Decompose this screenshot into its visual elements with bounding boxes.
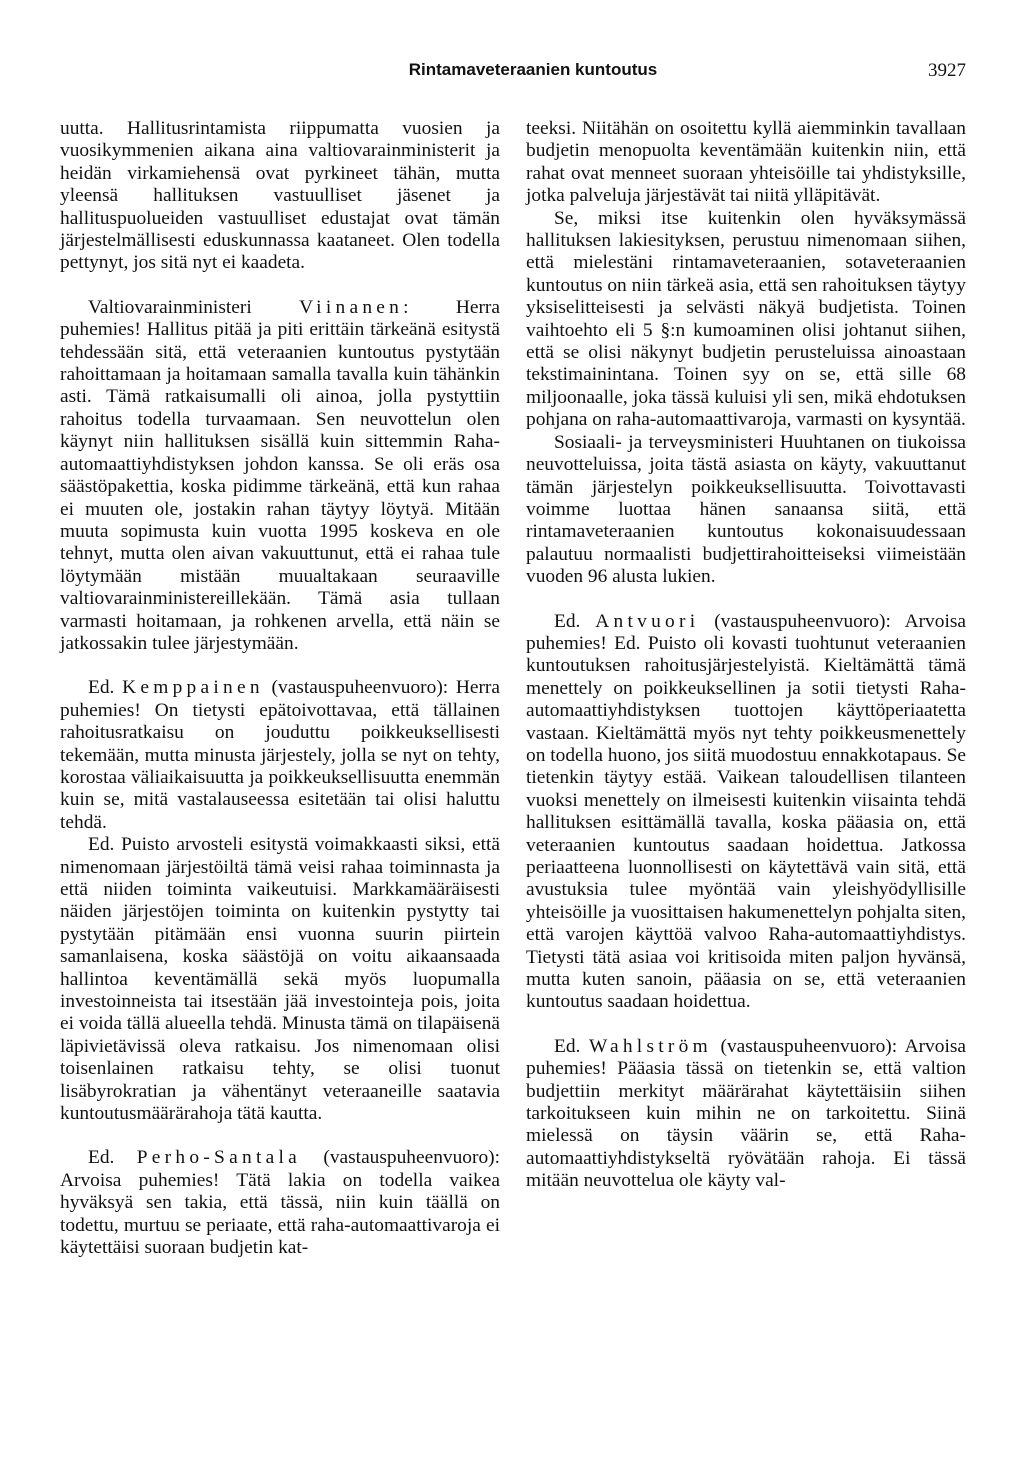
speech-text: : Herra puhemies! Hallitus pitää ja piti erittäin tärkeänä esitystä tehdessään sitä, että veteraanien kuntoutus pystytään rahoittamaan ja hoitamaan samalla tavalla kuin tähänkin asti. Tämä ratkaisumalli oli ainoa, jolla pystyttiin rahoitus todella turvaamaan. Sen neuvottelun olen käynyt niin hallituksen sisällä kuin sittemmin Raha-automaattiyhdistyksen johdon kanssa. Se oli eräs osa säästöpakettia, koska pidimme tärkeänä, että kun rahaa ei muuten ole, jostakin rahan täytyy löytyä. Mitään muuta sopimusta kuin vuotta 1995 koskeva en ole tehnyt, mutta olen aivan vakuuttunut, että ei rahaa tule löytymään mistään muualtakaan seuraaville valtiovarainministereillekään. Tämä asia tullaan varmasti hoitamaan, ja rohkenen arvella, että näin se jatkossakin tulee järjestymään. <box>60 296 500 654</box>
speech-text: (vastauspuheenvuoro): Arvoisa puhemies! Ed. Puisto oli kovasti tuohtunut veteraanien kuntoutuksen rahoitusjärjestelyistä. Kieltämättä tämä menettely on poikkeuksellinen ja sotii tietysti Raha-automaattiyhdistyksen tuottojen käyttöperiaatetta vastaan. Kieltämättä myös nyt tehty poikkeusmenettely on todella huono, jos siitä muodostuu ennakkotapaus. Se tietenkin täytyy estää. Vaikean taloudellisen tilanteen vuoksi menettely on ilmeisesti kuitenkin viisainta tehdä hallituksen esittämällä tavalla, koska pääasia on, että veteraanien kuntoutus saadaan hoidettua. Jatkossa periaatteena luonnollisesti on käytettävä vain sitä, että avustuksia tulee myöntää vain yleishyödyllisille yhteisöille ja vuosittaisen hakumenettelyn pohjalta siten, että varojen käyttöä valvoo Raha-automaattiyhdistys. Tietysti tätä asiaa voi kritisoida miten paljon hyvänsä, mutta kuten sanoin, pääasia on se, että veteraanien kuntoutus saadaan hoidettua. <box>526 610 967 1013</box>
speech-paragraph <box>60 297 500 656</box>
speech-prefix: Ed. <box>88 677 123 699</box>
speaker-name: Antvuori <box>595 610 700 632</box>
speaker-name: Perho-Santala <box>136 1147 302 1169</box>
speech-paragraph <box>526 611 966 1014</box>
running-title: Rintamaveteraanien kuntoutus <box>408 60 658 79</box>
paragraph: uutta. Hallitusrintamista riippumatta vuosien ja vuosikymmenien aikana aina valtiovarainministerit ja heidän virkamiehensä ovat pyrkineet tähän, mutta yleensä hallituksen vastuulliset jäsenet ja hallituspuolueiden vastuulliset edustajat ovat tämän järjestelmällisesti eduskunnassa kaataneet. Olen todella pettynyt, jos sitä nyt ei kaadeta. <box>60 118 500 274</box>
paragraph: Sosiaali- ja terveysministeri Huuhtanen on tiukoissa neuvotteluissa, joita tästä asiasta on käyty, vakuuttanut tämän järjestelyn poikkeuksellisuutta. Toivottavasti voimme luottaa hänen sanaansa siitä, että rintamaveteraanien kuntoutus kokonaisuudessaan palautuu normaalisti budjettirahoitteiseksi viimeistään vuoden 96 alusta lukien. <box>526 431 966 588</box>
page-header <box>60 60 966 88</box>
speaker-name: Viinanen <box>299 296 404 318</box>
speech-prefix: Valtiovarainministeri <box>88 296 300 318</box>
speech-paragraph <box>526 1036 966 1193</box>
speech-paragraph <box>60 677 500 834</box>
text-columns <box>60 118 966 1448</box>
speech-prefix: Ed. <box>88 1147 137 1169</box>
paragraph: Se, miksi itse kuitenkin olen hyväksymässä hallituksen lakiesityksen, perustuu nimenomaan siihen, että mielestäni rintamaveteraanien, sotaveteraanien kuntoutus on niin tärkeä asia, että sen rahoituksen täytyy yksiselitteisesti ja selvästi näkyä budjetista. Toinen vaihtoehto eli 5 §:n kumoaminen olisi johtanut siihen, että se olisi näkynyt budjetin perusteluissa ainoastaan tekstimainintana. Toinen syy on se, että sille 68 miljoonaalle, joka tässä kuluisi yli sen, mikä ehdotuksen pohjana on raha-automaattivaroja, varmasti on kysyntää. <box>526 207 966 431</box>
speech-text: (vastauspuheenvuoro): Arvoisa puhemies! Tätä lakia on todella vaikea hyväksyä sen takia, että tässä, niin kuin täällä on todettu, murtuu se periaate, että raha-automaattivaroja ei käytettäisi suoraan budjetin kat- <box>60 1147 500 1259</box>
left-column <box>60 118 500 1448</box>
speech-prefix: Ed. <box>554 610 596 632</box>
speech-prefix: Ed. <box>554 1035 589 1057</box>
paragraph: Ed. Puisto arvosteli esitystä voimakkaasti siksi, että nimenomaan järjestöiltä tämä veisi rahaa toiminnasta ja että niiden toiminta vaikeutuisi. Markkamääräisesti näiden järjestöjen toiminta on kuitenkin pystytty tai pystytään pitämään ensi vuonna suurin piirtein samanlaisena, koska säästöjä on voitu aikaansaada hallintoa keventämällä sekä myös luopumalla investoinneista tai itsestään jää investointeja pois, joita ei voida tällä alueella tehdä. Minusta tämä on tilapäisenä läpivietävissä oleva ratkaisu. Jos nimenomaan olisi toisenlainen ratkaisu tehty, se olisi tuonut lisäbyrokratian ja vähentänyt veteraaneille saatavia kuntoutusmäärärahoja tätä kautta. <box>60 834 500 1125</box>
page-number: 3927 <box>928 60 966 81</box>
speaker-name: Kemppainen <box>122 677 264 699</box>
speech-paragraph <box>60 1147 500 1259</box>
speaker-name: Wahlström <box>588 1035 712 1057</box>
speech-text: (vastauspuheenvuoro): Arvoisa puhemies! Pääasia tässä on tietenkin se, että valtion budjettiin merkityt määrärahat käytettäisiin siihen tarkoitukseen kuin mihin ne on tarkoitettu. Siinä mielessä on täysin väärin se, että Raha-automaattiyhdistykseltä ryövätään rahoja. Ei tässä mitään neuvottelua ole käyty val- <box>526 1035 966 1192</box>
speech-text: (vastauspuheenvuoro): Herra puhemies! On tietysti epätoivottavaa, että tällainen rahoitusratkaisu on jouduttu poikkeuksellisesti tekemään, mutta minusta järjestely, jolla se nyt on tehty, korostaa väliaikaisuutta ja poikkeuksellisuutta enemmän kuin se, mitä vastalauseessa esitetään tai olisi haluttu tehdä. <box>60 677 500 833</box>
paragraph: teeksi. Niitähän on osoitettu kyllä aiemminkin tavallaan budjetin menopuolta keventämään kuitenkin niin, että rahat ovat menneet suoraan yhteisöille tai yhdistyksille, jotka palveluja järjestävät tai niitä ylläpitävät. <box>526 118 966 207</box>
right-column <box>526 118 966 1448</box>
